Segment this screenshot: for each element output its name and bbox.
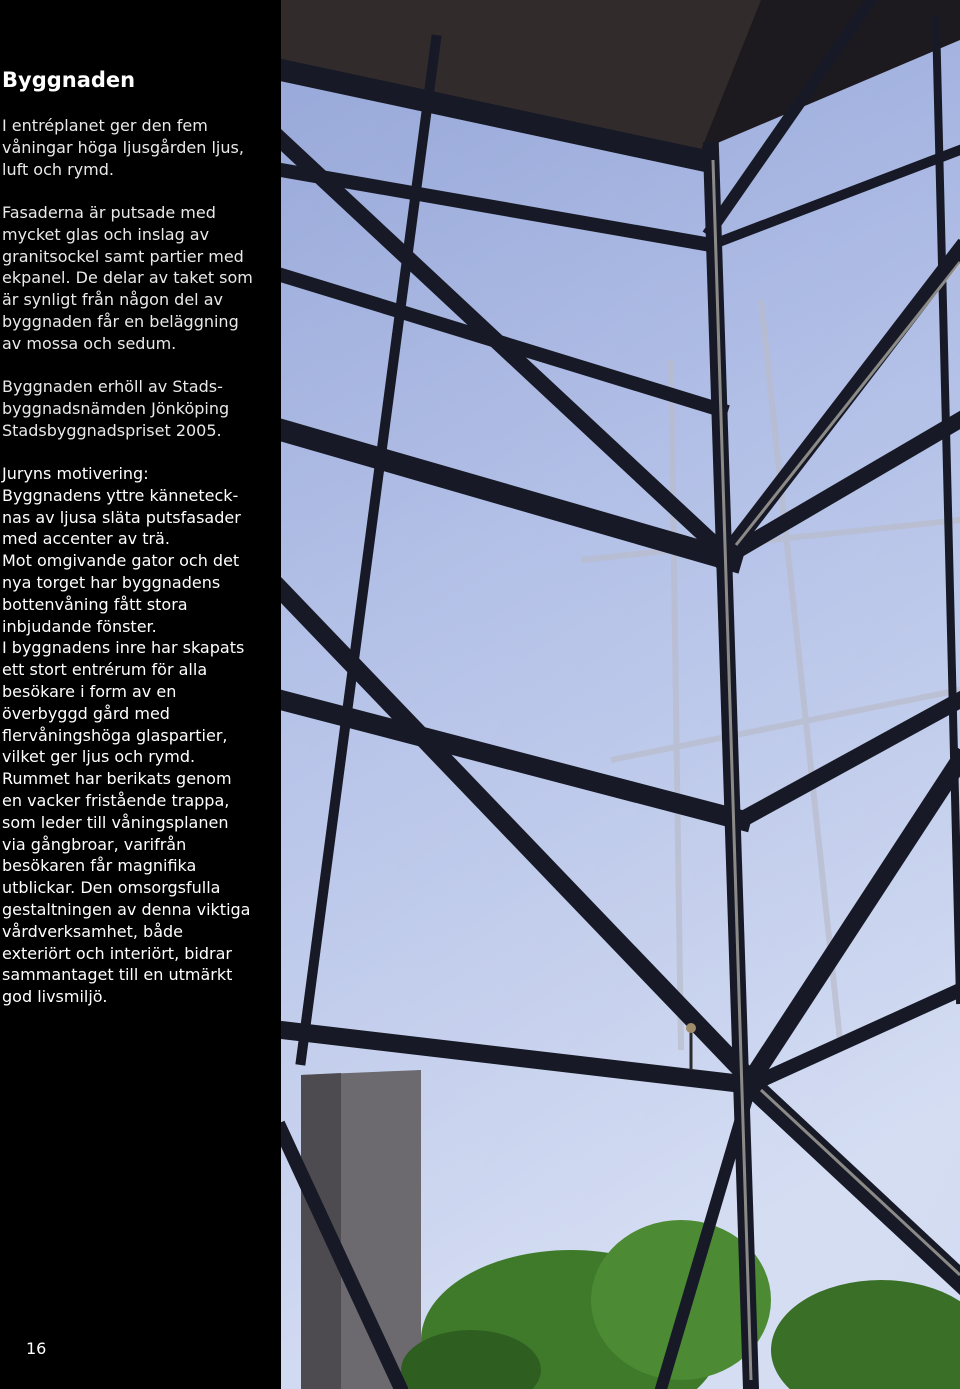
text-column	[0, 0, 281, 1389]
glass-facade-illustration	[281, 0, 960, 1389]
paragraph-award: Byggnaden erhöll av Stads- byggnadsnämden Jönköping Stadsbyggnadspriset 2005.	[2, 377, 230, 440]
page-heading: Byggnaden	[2, 68, 136, 92]
paragraph-atrium: I entréplanet ger den fem våningar höga ljusgården ljus, luft och rymd.	[2, 116, 244, 179]
lamp-head	[686, 1023, 696, 1033]
paragraph-facades: Fasaderna är putsade med mycket glas och inslag av granitsockel samt partier med ekpanel. De delar av taket som är synligt från någon del av byggnaden får en beläggning av mossa och sedum.	[2, 203, 253, 353]
page-number: 16	[26, 1339, 47, 1358]
paragraph-jury-motivation: Juryns motivering: Byggnadens yttre känneteck- nas av ljusa släta putsfasader med accenter av trä. Mot omgivande gator och det nya torget har byggnadens bottenvåning fått stora inbjudande fönster. I byggnadens inre har skapats ett stort entrérum för alla besökare i form av en överbyggd gård med flervåningshöga glaspartier, vilket ger ljus och rymd. Rummet har berikats genom en vacker fristående trappa, som leder till våningsplanen via gångbroar, varifrån besökaren får magnifika utblickar. Den omsorgsfulla gestaltningen av denna viktiga vårdverksamhet, både exteriört och interiört, bidrar sammantaget till en utmärkt god livsmiljö.	[2, 464, 251, 1007]
atrium-photo	[281, 0, 960, 1389]
